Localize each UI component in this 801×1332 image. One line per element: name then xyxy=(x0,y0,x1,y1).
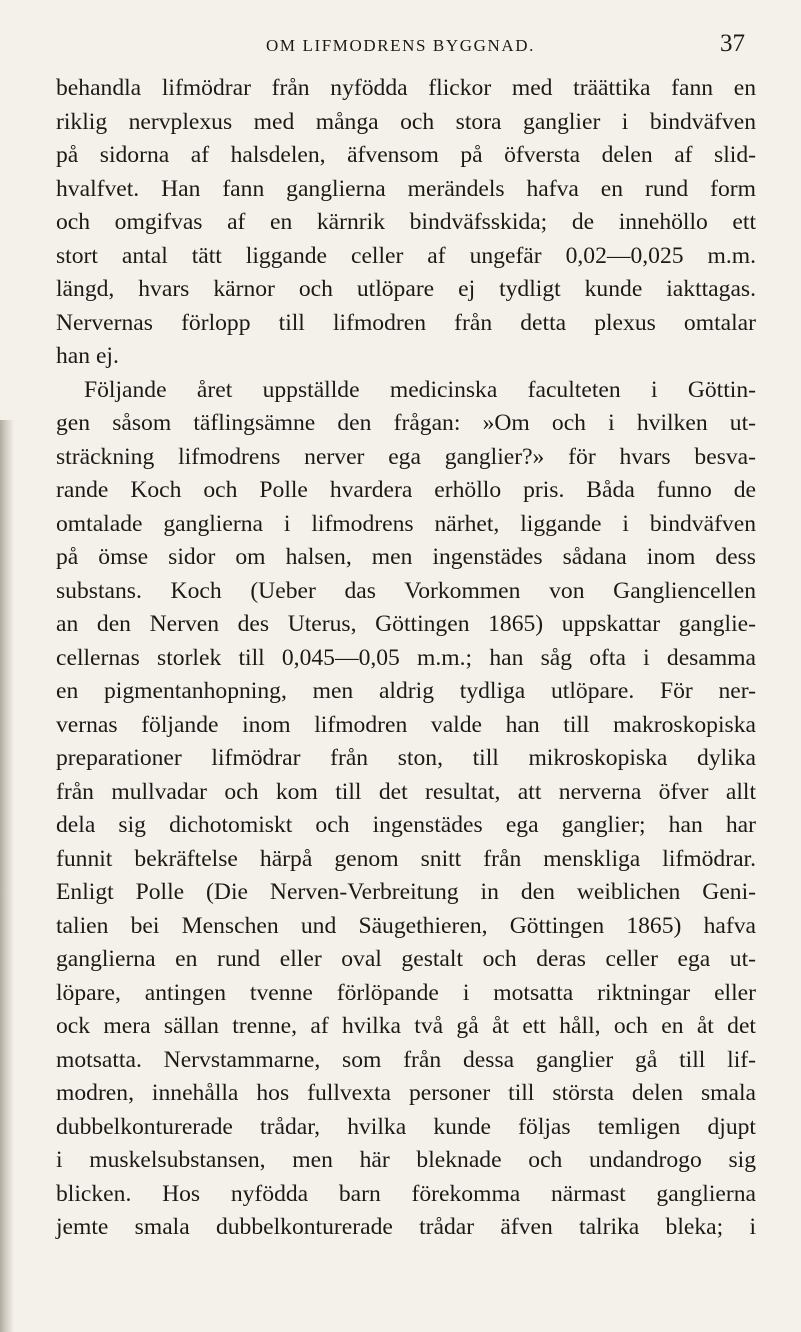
text-line: dubbelkonturerade trådar, hvilka kunde följas temligen djupt xyxy=(56,1113,756,1140)
text-line: omtalade ganglierna i lifmodrens närhet, liggande i bindväfven xyxy=(56,510,756,537)
text-line: motsatta. Nervstammarne, som från dessa ganglier gå till lif- xyxy=(56,1046,756,1073)
text-line: riklig nervplexus med många och stora ganglier i bindväfven xyxy=(56,108,756,135)
text-line: preparationer lifmödrar från ston, till mikroskopiska dylika xyxy=(56,745,756,771)
text-line: modren, innehålla hos fullvexta personer till största delen smala xyxy=(56,1080,756,1106)
page-number: 37 xyxy=(720,30,745,57)
text-line: en pigmentanhopning, men aldrig tydliga utlöpare. För ner- xyxy=(56,678,756,704)
text-line: från mullvadar och kom till det resultat, att nerverna öfver allt xyxy=(56,778,756,805)
text-line: hvalfvet. Han fann ganglierna merändels hafva en rund form xyxy=(56,175,756,202)
text-line: stort antal tätt liggande celler af ungefär 0,02—0,025 m.m. xyxy=(56,242,756,269)
text-line: an den Nerven des Uterus, Göttingen 1865) uppskattar ganglie- xyxy=(56,611,756,637)
text-line: jemte smala dubbelkonturerade trådar äfven talrika bleka; i xyxy=(56,1214,756,1240)
text-line: blicken. Hos nyfödda barn förekomma närmast ganglierna xyxy=(56,1180,756,1207)
text-line: ganglierna en rund eller oval gestalt och deras celler ega ut- xyxy=(56,946,756,972)
text-line: sträckning lifmodrens nerver ega ganglier?» för hvars besva- xyxy=(56,443,756,470)
text-line: löpare, antingen tvenne förlöpande i motsatta riktningar eller xyxy=(56,979,756,1006)
text-line: funnit bekräftelse härpå genom snitt från menskliga lifmödrar. xyxy=(56,845,756,872)
text-line: ock mera sällan trenne, af hvilka två gå åt ett håll, och en åt det xyxy=(56,1013,756,1039)
text-line: dela sig dichotomiskt och ingenstädes ega ganglier; han har xyxy=(56,812,756,838)
text-line: längd, hvars kärnor och utlöpare ej tydligt kunde iakttagas. xyxy=(56,276,756,302)
text-line: cellernas storlek till 0,045—0,05 m.m.; han såg ofta i desamma xyxy=(56,644,756,671)
body-text xyxy=(56,72,756,1245)
text-line: på sidorna af halsdelen, äfvensom på öfversta delen af slid- xyxy=(56,142,756,168)
running-header-title: OM LIFMODRENS BYGGNAD. xyxy=(266,36,535,55)
text-line: och omgifvas af en kärnrik bindväfsskida; de innehöllo ett xyxy=(56,209,756,235)
text-line: han ej. xyxy=(56,343,119,369)
text-line: gen såsom täflingsämne den frågan: »Om och i hvilken ut- xyxy=(56,410,756,436)
text-line: på ömse sidor om halsen, men ingenstädes sådana inom dess xyxy=(56,544,756,570)
binding-shadow xyxy=(0,420,14,1332)
text-line: i muskelsubstansen, men här bleknade och undandrogo sig xyxy=(56,1147,756,1173)
text-line: vernas följande inom lifmodren valde han till makroskopiska xyxy=(56,711,756,738)
text-line: talien bei Menschen und Säugethieren, Göttingen 1865) hafva xyxy=(56,912,756,939)
text-line: Enligt Polle (Die Nerven-Verbreitung in den weiblichen Geni- xyxy=(56,879,756,905)
text-line: Nervernas förlopp till lifmodren från detta plexus omtalar xyxy=(56,309,756,336)
text-line: substans. Koch (Ueber das Vorkommen von Gangliencellen xyxy=(56,577,756,604)
text-line: Följande året uppställde medicinska faculteten i Göttin- xyxy=(84,376,756,403)
text-line: rande Koch och Polle hvardera erhöllo pris. Båda funno de xyxy=(56,477,756,503)
text-line: behandla lifmödrar från nyfödda flickor med träättika fann en xyxy=(56,75,756,101)
running-header xyxy=(0,30,801,64)
